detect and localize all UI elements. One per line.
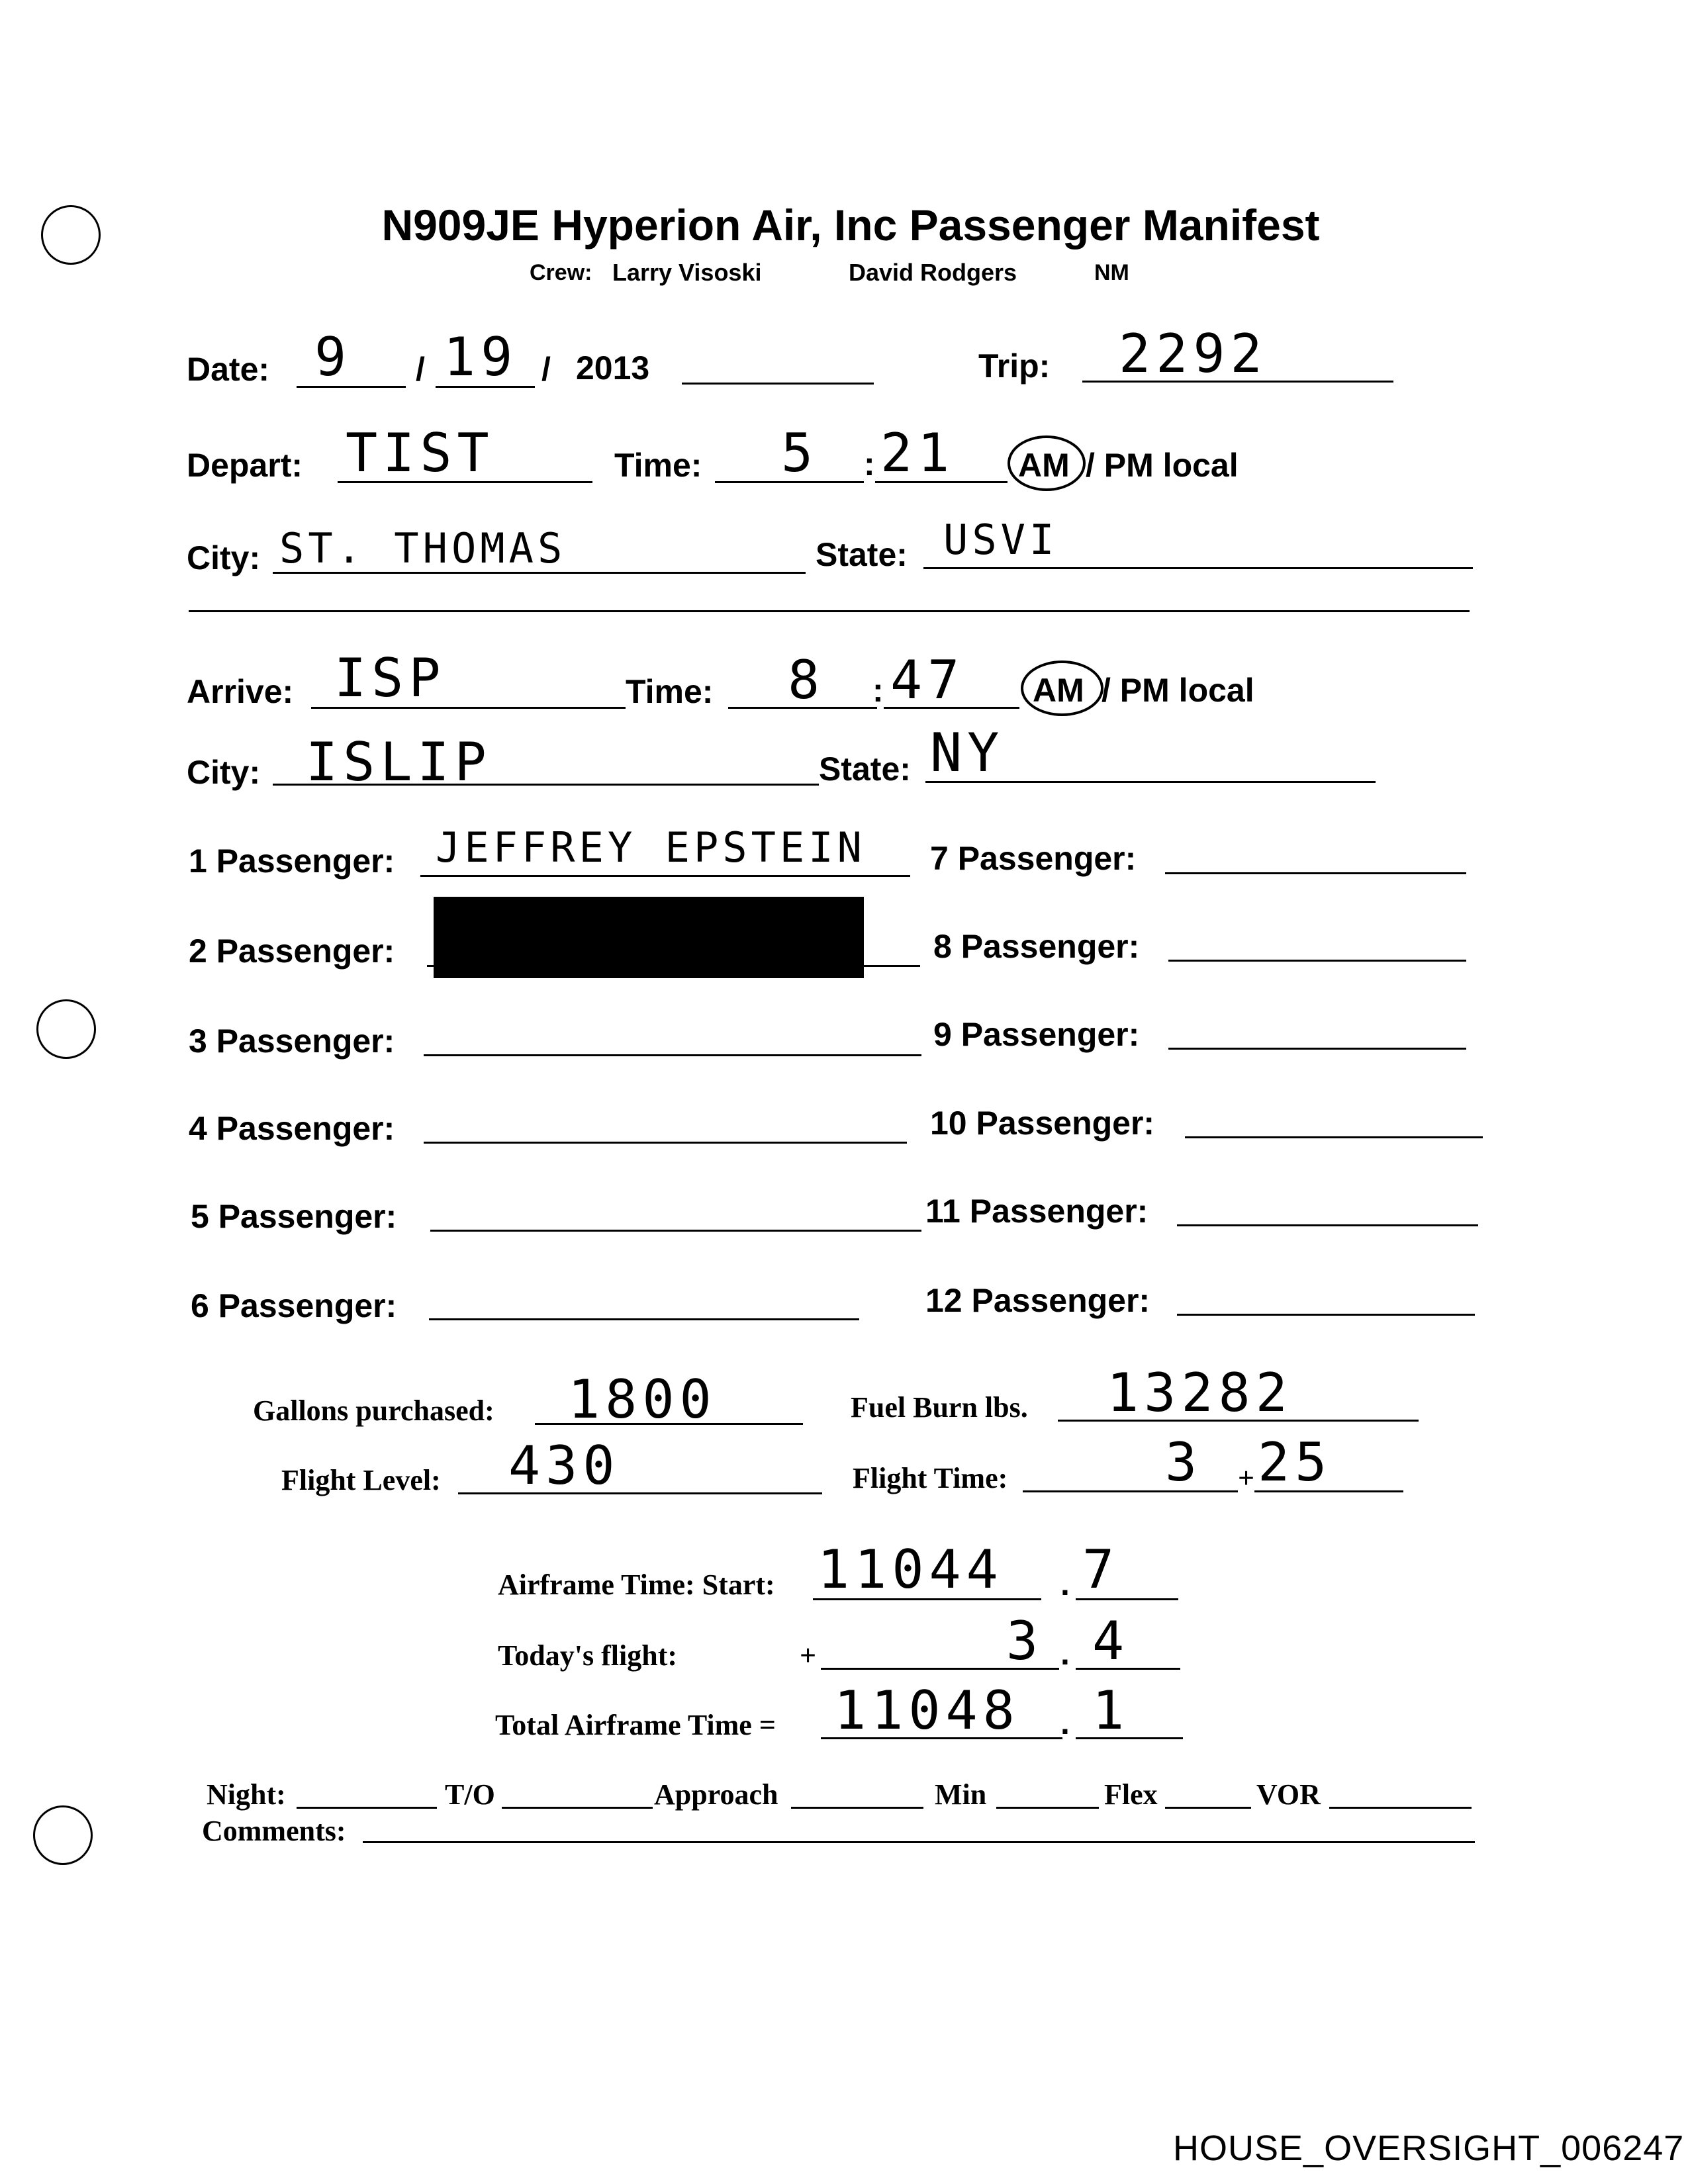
depart-extra-line <box>189 610 1470 612</box>
airframe-start-dec: 7 <box>1082 1539 1120 1600</box>
crew-member-1: Larry Visoski <box>612 259 762 286</box>
passenger-9-label: 9 Passenger: <box>933 1016 1140 1053</box>
crew-label: Crew: <box>530 260 592 285</box>
flight-time-plus: + <box>1238 1462 1255 1494</box>
date-month: 9 <box>314 326 352 388</box>
takeoff-label: T/O <box>445 1778 495 1811</box>
passenger-11-label: 11 Passenger: <box>925 1193 1149 1230</box>
arrive-pm-local: / PM local <box>1102 672 1254 709</box>
binder-hole-bottom <box>33 1805 93 1865</box>
passenger-7-label: 7 Passenger: <box>930 840 1137 877</box>
depart-time-label: Time: <box>614 447 702 484</box>
fuel-burn-label: Fuel Burn lbs. <box>851 1391 1028 1424</box>
page-title: N909JE Hyperion Air, Inc Passenger Manifest <box>381 201 1320 250</box>
arrive-state: NY <box>930 722 1005 784</box>
flex-label: Flex <box>1104 1778 1158 1811</box>
passenger-8-label: 8 Passenger: <box>933 928 1140 965</box>
gallons-value: 1800 <box>568 1369 717 1430</box>
passenger-9-line <box>1168 1048 1466 1050</box>
date-sep-1: / <box>416 351 425 388</box>
comments-label: Comments: <box>202 1815 346 1847</box>
date-day: 19 <box>444 326 518 388</box>
flight-time-minutes: 25 <box>1258 1432 1333 1493</box>
todays-flight-label: Today's flight: <box>498 1639 678 1672</box>
arrive-minute: 47 <box>890 649 965 711</box>
passenger-12-label: 12 Passenger: <box>925 1282 1150 1319</box>
depart-state-label: State: <box>816 536 908 573</box>
date-year-line <box>682 383 874 385</box>
total-airframe-dot: . <box>1060 1704 1070 1741</box>
approach-line <box>791 1807 923 1809</box>
todays-flight-dec: 4 <box>1092 1610 1130 1672</box>
total-airframe-int: 11048 <box>834 1680 1020 1741</box>
redaction-box <box>434 897 864 978</box>
passenger-1-label: 1 Passenger: <box>189 842 395 880</box>
min-label: Min <box>935 1778 987 1811</box>
passenger-1-line <box>420 875 910 877</box>
depart-hour: 5 <box>781 422 819 484</box>
fuel-burn-value: 13282 <box>1107 1362 1293 1424</box>
airframe-start-int: 11044 <box>818 1539 1004 1600</box>
passenger-3-label: 3 Passenger: <box>189 1023 395 1060</box>
vor-label: VOR <box>1256 1778 1321 1811</box>
airframe-start-label: Airframe Time: Start: <box>498 1569 775 1601</box>
flight-level-label: Flight Level: <box>281 1464 441 1496</box>
passenger-6-line <box>429 1318 859 1320</box>
depart-pm-local: / PM local <box>1086 447 1239 484</box>
todays-flight-plus: + <box>800 1639 817 1672</box>
depart-city: ST. THOMAS <box>279 524 567 572</box>
vor-line <box>1329 1807 1472 1809</box>
depart-code: TIST <box>346 422 494 484</box>
todays-flight-dot: . <box>1060 1635 1070 1672</box>
night-label: Night: <box>207 1778 286 1811</box>
depart-minute: 21 <box>880 422 955 484</box>
crew-member-2: David Rodgers <box>849 259 1017 286</box>
passenger-11-line <box>1177 1224 1478 1226</box>
trip-number: 2292 <box>1119 323 1268 385</box>
flight-time-hour-line <box>1023 1490 1238 1492</box>
depart-state-line <box>923 567 1473 569</box>
passenger-6-label: 6 Passenger: <box>191 1287 397 1324</box>
passenger-5-line <box>430 1230 921 1232</box>
date-sep-2: / <box>541 351 551 388</box>
passenger-8-line <box>1168 960 1466 962</box>
bates-number: HOUSE_OVERSIGHT_006247 <box>1173 2128 1685 2168</box>
arrive-city-label: City: <box>187 754 261 791</box>
date-year: 2013 <box>576 349 650 387</box>
arrive-state-label: State: <box>819 751 911 788</box>
total-airframe-dec: 1 <box>1092 1680 1130 1741</box>
todays-flight-int: 3 <box>1006 1610 1044 1672</box>
passenger-7-line <box>1165 872 1466 874</box>
flight-time-hours: 3 <box>1165 1432 1203 1493</box>
flight-time-label: Flight Time: <box>853 1462 1008 1494</box>
trip-label: Trip: <box>978 347 1051 385</box>
arrive-colon: : <box>872 672 884 709</box>
total-airframe-label: Total Airframe Time = <box>495 1709 776 1741</box>
passenger-10-label: 10 Passenger: <box>930 1105 1155 1142</box>
depart-city-label: City: <box>187 539 261 576</box>
passenger-3-line <box>424 1054 921 1056</box>
passenger-1-name: JEFFREY EPSTEIN <box>436 823 866 872</box>
depart-am: AM <box>1018 447 1070 484</box>
night-line <box>297 1807 437 1809</box>
airframe-start-dot: . <box>1060 1565 1070 1602</box>
passenger-5-label: 5 Passenger: <box>191 1198 397 1235</box>
takeoff-line <box>502 1807 653 1809</box>
passenger-2-label: 2 Passenger: <box>189 933 395 970</box>
depart-state: USVI <box>943 516 1058 564</box>
gallons-label: Gallons purchased: <box>253 1394 494 1427</box>
passenger-4-label: 4 Passenger: <box>189 1110 395 1147</box>
passenger-12-line <box>1177 1314 1475 1316</box>
depart-colon: : <box>864 445 875 482</box>
arrive-hour: 8 <box>788 649 825 711</box>
binder-hole-middle <box>36 999 96 1059</box>
depart-label: Depart: <box>187 447 303 484</box>
flex-line <box>1165 1807 1251 1809</box>
date-label: Date: <box>187 351 270 388</box>
arrive-city: ISLIP <box>306 731 492 793</box>
passenger-10-line <box>1185 1136 1483 1138</box>
passenger-4-line <box>424 1142 907 1144</box>
min-line <box>996 1807 1099 1809</box>
arrive-time-label: Time: <box>626 673 714 710</box>
approach-label: Approach <box>654 1778 778 1811</box>
arrive-label: Arrive: <box>187 673 294 710</box>
arrive-am: AM <box>1033 672 1084 709</box>
comments-line <box>363 1841 1475 1843</box>
arrive-code: ISP <box>334 647 446 709</box>
flight-level-value: 430 <box>508 1435 620 1496</box>
crew-member-3: NM <box>1094 260 1129 285</box>
